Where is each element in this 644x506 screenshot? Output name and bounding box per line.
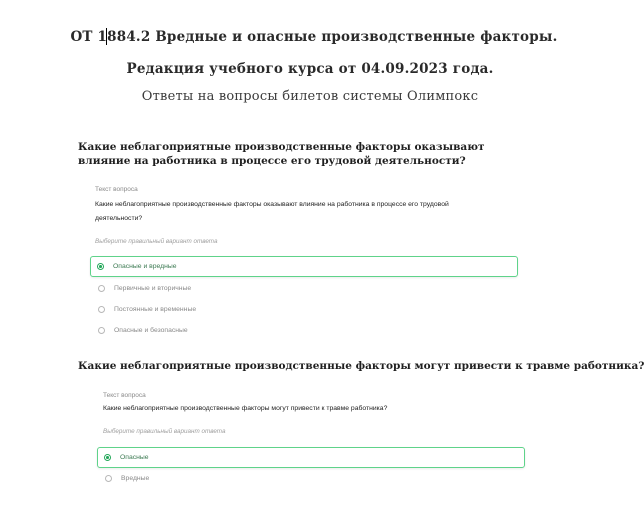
- radio-icon[interactable]: [98, 327, 105, 334]
- question-1-heading: Какие неблагоприятные производственные факторы оказывают влияние на работника в процессе его трудовой деятельности?: [78, 141, 485, 167]
- document-title-line-1: ОТ 1884.2 Вредные и опасные производственные факторы.: [70, 29, 558, 45]
- question-text-label: Текст вопроса: [95, 186, 138, 193]
- answer-option-label: Первичные и вторичные: [114, 285, 192, 292]
- radio-selected-icon[interactable]: [97, 263, 104, 270]
- question-2-heading: Какие неблагоприятные производственные факторы могут привести к травме работника?: [78, 360, 644, 372]
- answer-option-label: Опасные и вредные: [113, 263, 177, 270]
- answer-hint: Выберите правильный вариант ответа: [103, 428, 226, 435]
- answer-option-label: Опасные: [120, 454, 149, 461]
- answer-option-4[interactable]: [98, 320, 188, 341]
- question-text-label: Текст вопроса: [103, 392, 146, 399]
- answer-option-2[interactable]: [105, 468, 149, 489]
- answer-option-1[interactable]: [90, 256, 518, 277]
- answer-option-label: Опасные и безопасные: [114, 327, 188, 334]
- answer-option-label: Вредные: [121, 475, 150, 482]
- radio-icon[interactable]: [98, 285, 105, 292]
- question-text: Какие неблагоприятные производственные факторы могут привести к травме работника?: [103, 405, 388, 412]
- radio-icon[interactable]: [105, 475, 112, 482]
- radio-selected-icon[interactable]: [104, 454, 111, 461]
- answer-hint: Выберите правильный вариант ответа: [95, 238, 218, 245]
- answer-option-3[interactable]: [98, 299, 196, 320]
- answer-option-label: Постоянные и временные: [114, 306, 197, 313]
- answer-option-2[interactable]: [98, 278, 191, 299]
- radio-icon[interactable]: [98, 306, 105, 313]
- document-title-line-3: Ответы на вопросы билетов системы Олимпокс: [141, 89, 479, 104]
- answer-option-1[interactable]: [97, 447, 525, 468]
- question-text: Какие неблагоприятные производственные факторы оказывают влияние на работника в процессе его трудовой деятельности?: [95, 201, 449, 222]
- document-title-line-2: Редакция учебного курса от 04.09.2023 года.: [126, 61, 494, 77]
